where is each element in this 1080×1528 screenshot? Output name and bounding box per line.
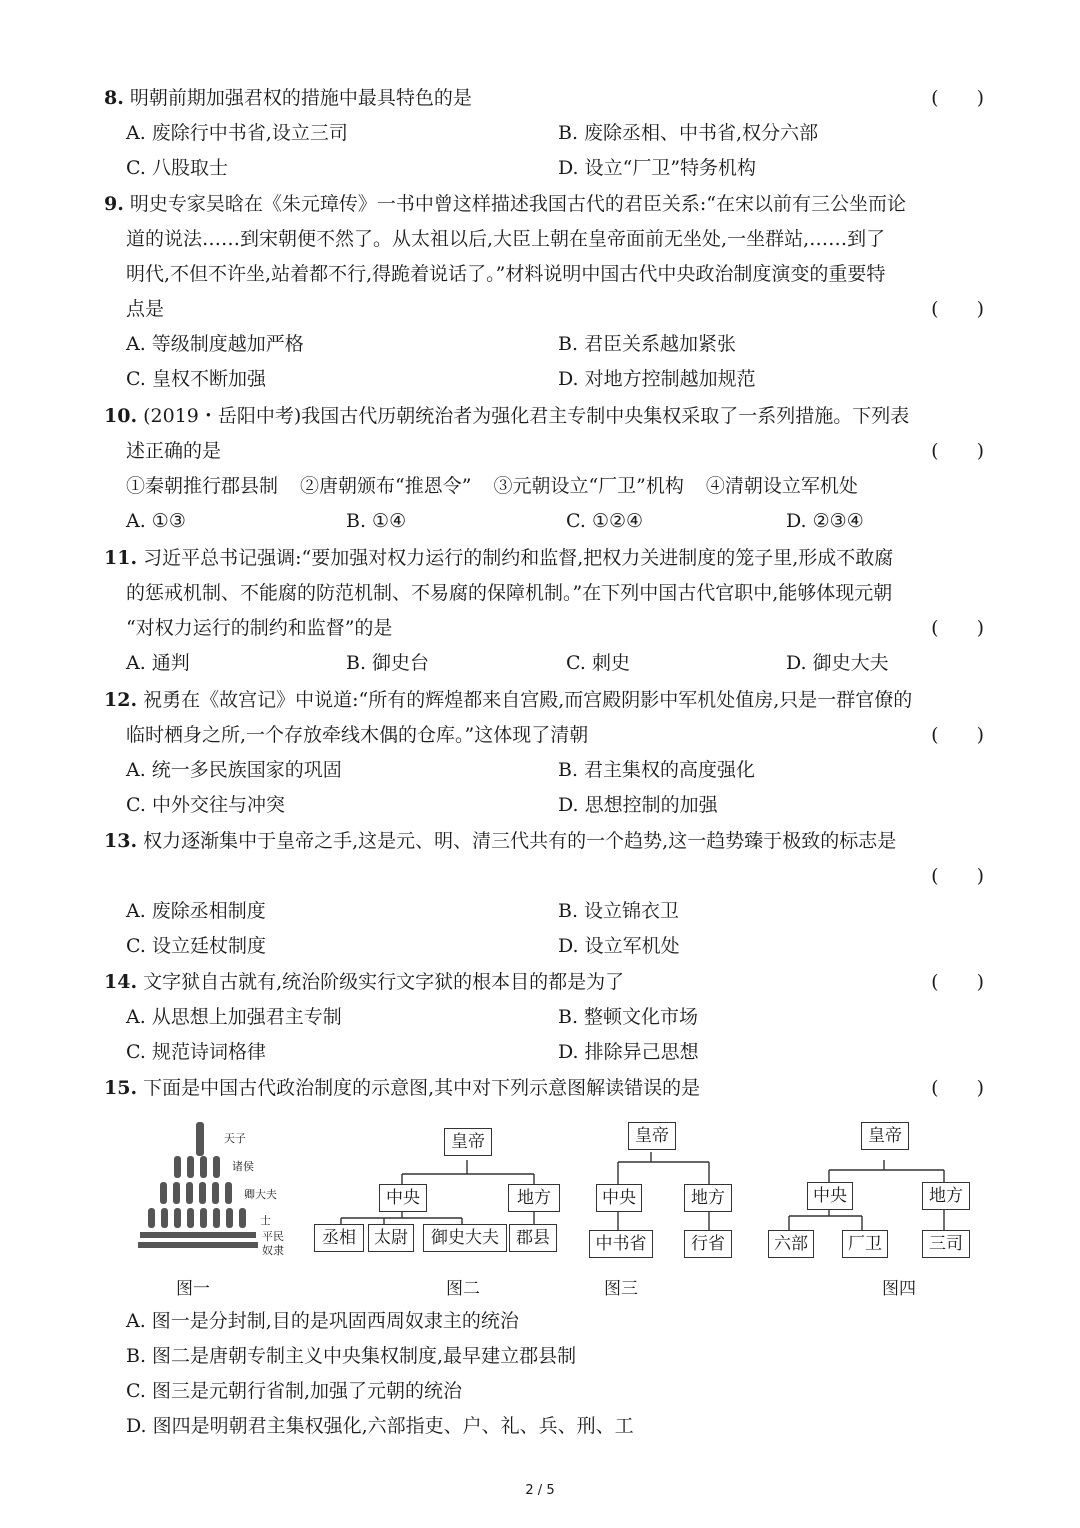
option-b: B. 图二是唐朝专制主义中央集权制度,最早建立郡县制 — [126, 1345, 577, 1367]
level-label: 天子 — [224, 1132, 246, 1145]
figure-3-label: 图三 — [604, 1279, 638, 1299]
option-a: A. 统一多民族国家的巩固 — [126, 759, 342, 781]
option-a: A. 图一是分封制,目的是巩固西周奴隶主的统治 — [126, 1310, 519, 1332]
option-b: B. 整顿文化市场 — [558, 1006, 699, 1028]
question-text-line: (2019・岳阳中考)我国古代历朝统治者为强化君主专制中央集权采取了一系列措施。下列表 — [143, 405, 910, 427]
page-number: 2 / 5 — [525, 1483, 555, 1498]
level-label: 卿大夫 — [244, 1188, 277, 1201]
answer-bracket: ( ) — [931, 865, 984, 887]
question-number: 10. — [104, 405, 138, 427]
option-d: D. 排除异己思想 — [558, 1041, 699, 1063]
figure-tianzi — [196, 1122, 204, 1156]
question-text-line: 祝勇在《故宫记》中说道:“所有的辉煌都来自宫殿,而宫殿阴影中军机处值房,只是一群官僚的 — [143, 689, 913, 711]
box-chancellor: 丞相 — [314, 1224, 364, 1252]
question-text-line: “对权力运行的制约和监督”的是 — [126, 617, 393, 639]
option-b: B. 废除丞相、中书省,权分六部 — [558, 122, 819, 144]
box-central: 中央 — [807, 1182, 853, 1210]
figure-qingdafu — [160, 1182, 167, 1204]
option-a: A. ①③ — [126, 510, 186, 532]
answer-bracket: ( ) — [931, 724, 984, 746]
option-a: A. 废除丞相制度 — [126, 900, 266, 922]
question-number: 9. — [104, 193, 124, 215]
option-d: D. 对地方控制越加规范 — [558, 368, 756, 390]
option-d: D. 御史大夫 — [786, 652, 889, 674]
option-c: C. 皇权不断加强 — [126, 368, 266, 390]
option-c: C. ①②④ — [566, 510, 644, 532]
answer-bracket: ( ) — [931, 440, 984, 462]
level-label: 奴隶 — [262, 1244, 284, 1257]
question-13 — [104, 824, 984, 964]
box-central: 中央 — [596, 1184, 642, 1212]
box-central: 中央 — [379, 1184, 427, 1212]
figure-2-label: 图二 — [446, 1279, 480, 1299]
option-d: D. ②③④ — [786, 510, 864, 532]
stem-4: ④清朝设立军机处 — [705, 475, 858, 497]
figure-pingmin — [140, 1232, 256, 1238]
option-c: C. 八股取士 — [126, 157, 228, 179]
question-text-line: 明代,不但不许坐,站着都不行,得跪着说话了。”材料说明中国古代中央政治制度演变的重要特 — [126, 263, 886, 285]
box-yushidafu: 御史大夫 — [423, 1224, 507, 1252]
question-15 — [104, 1071, 984, 1106]
question-12 — [104, 683, 984, 823]
political-system-diagrams — [134, 1112, 980, 1302]
option-d: D. 图四是明朝君主集权强化,六部指吏、户、礼、兵、刑、工 — [126, 1415, 634, 1437]
question-text-line: 点是 — [126, 298, 165, 320]
question-text-line: 道的说法……到宋朝便不然了。从太祖以后,大臣上朝在皇帝面前无坐处,一坐群站,……到了 — [126, 228, 886, 250]
question-text-line: 述正确的是 — [126, 440, 222, 462]
box-emperor: 皇帝 — [628, 1122, 676, 1150]
question-14 — [104, 965, 984, 1070]
box-local: 地方 — [684, 1184, 732, 1212]
box-local: 地方 — [508, 1184, 560, 1212]
option-a: A. 废除行中书省,设立三司 — [126, 122, 348, 144]
option-b: B. 君臣关系越加紧张 — [558, 333, 737, 355]
option-d: D. 设立军机处 — [558, 935, 680, 957]
level-label: 诸侯 — [232, 1160, 254, 1173]
option-a: A. 等级制度越加严格 — [126, 333, 304, 355]
question-text: 明朝前期加强君权的措施中最具特色的是 — [129, 87, 472, 109]
answer-bracket: ( ) — [931, 298, 984, 320]
figure-1-label: 图一 — [176, 1279, 210, 1299]
box-changwei: 厂卫 — [842, 1230, 888, 1258]
figure-4-label: 图四 — [882, 1279, 916, 1299]
answer-bracket: ( ) — [931, 87, 984, 109]
box-taiwei: 太尉 — [368, 1224, 414, 1252]
stem-1: ①秦朝推行郡县制 — [126, 475, 279, 497]
question-number: 13. — [104, 830, 138, 852]
box-zhongshusheng: 中书省 — [589, 1230, 653, 1258]
option-c: C. 图三是元朝行省制,加强了元朝的统治 — [126, 1380, 462, 1402]
box-sansi: 三司 — [922, 1230, 970, 1258]
box-emperor: 皇帝 — [861, 1122, 909, 1150]
stem-3: ③元朝设立“厂卫”机构 — [493, 475, 684, 497]
box-xingsheng: 行省 — [684, 1230, 732, 1258]
option-c: C. 设立廷杖制度 — [126, 935, 266, 957]
question-text: 下面是中国古代政治制度的示意图,其中对下列示意图解读错误的是 — [143, 1077, 701, 1099]
figure-zhuhou — [174, 1156, 181, 1178]
question-number: 11. — [104, 547, 138, 569]
option-c: C. 刺史 — [566, 652, 630, 674]
question-9 — [104, 187, 984, 397]
option-c: C. 中外交往与冲突 — [126, 794, 285, 816]
option-b: B. 设立锦衣卫 — [558, 900, 680, 922]
question-number: 15. — [104, 1077, 138, 1099]
question-text-line: 权力逐渐集中于皇帝之手,这是元、明、清三代共有的一个趋势,这一趋势臻于极致的标志是 — [143, 830, 897, 852]
question-15-options — [104, 1304, 984, 1444]
question-text-line: 的惩戒机制、不能腐的防范机制、不易腐的保障机制。”在下列中国古代官职中,能够体现元朝 — [126, 582, 893, 604]
box-emperor: 皇帝 — [444, 1128, 492, 1156]
figure-shi — [148, 1208, 155, 1228]
question-11 — [104, 541, 984, 681]
answer-bracket: ( ) — [931, 617, 984, 639]
box-liubu: 六部 — [768, 1230, 814, 1258]
option-b: B. 君主集权的高度强化 — [558, 759, 756, 781]
box-local: 地方 — [922, 1182, 970, 1210]
level-label: 平民 — [262, 1230, 284, 1243]
question-10 — [104, 399, 984, 539]
question-text-line: 临时栖身之所,一个存放牵线木偶的仓库。”这体现了清朝 — [126, 724, 589, 746]
option-a: A. 从思想上加强君主专制 — [126, 1006, 342, 1028]
question-number: 12. — [104, 689, 138, 711]
level-label: 士 — [260, 1214, 271, 1227]
answer-bracket: ( ) — [931, 971, 984, 993]
question-text: 文字狱自古就有,统治阶级实行文字狱的根本目的都是为了 — [143, 971, 625, 993]
option-d: D. 思想控制的加强 — [558, 794, 718, 816]
question-number: 14. — [104, 971, 138, 993]
option-d: D. 设立“厂卫”特务机构 — [558, 157, 757, 179]
stem-2: ②唐朝颁布“推恩令” — [300, 475, 472, 497]
figure-nuli — [138, 1242, 258, 1248]
question-number: 8. — [104, 87, 124, 109]
question-text-line: 习近平总书记强调:“要加强对权力运行的制约和监督,把权力关进制度的笼子里,形成不敢腐 — [143, 547, 894, 569]
answer-bracket: ( ) — [931, 1077, 984, 1099]
box-junxian: 郡县 — [509, 1224, 557, 1252]
option-c: C. 规范诗词格律 — [126, 1041, 266, 1063]
option-b: B. ①④ — [346, 510, 407, 532]
option-a: A. 通判 — [126, 652, 190, 674]
question-text-line: 明史专家吴晗在《朱元璋传》一书中曾这样描述我国古代的君臣关系:“在宋以前有三公坐而论 — [129, 193, 907, 215]
option-b: B. 御史台 — [346, 652, 430, 674]
question-8 — [104, 81, 984, 186]
